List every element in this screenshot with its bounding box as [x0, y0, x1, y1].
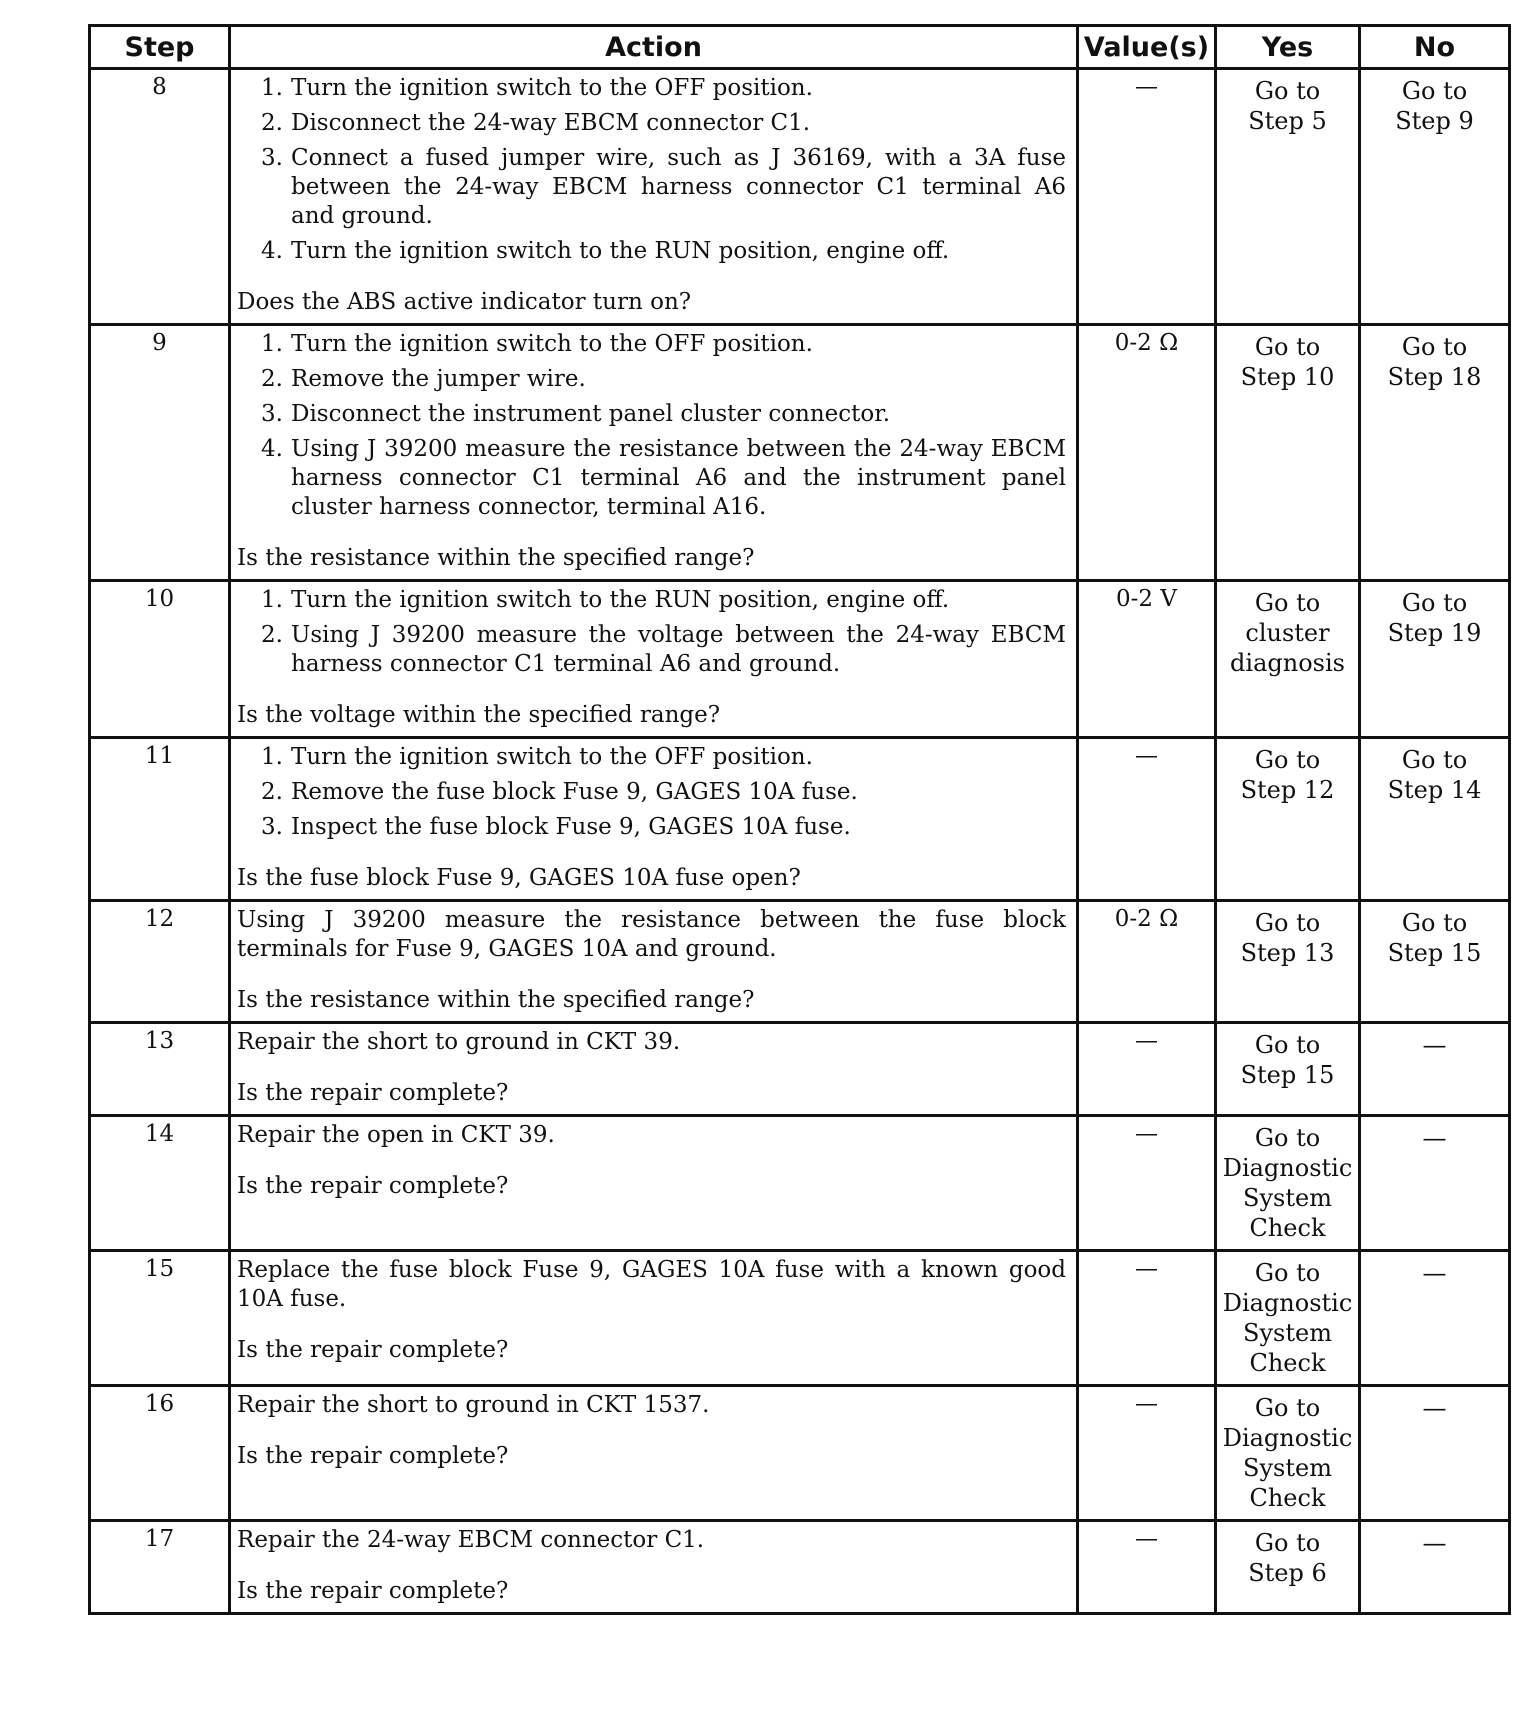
header-step: Step: [90, 26, 230, 69]
yes-cell: [1216, 325, 1360, 581]
yes-line: Go to: [1254, 589, 1321, 617]
action-step-text: Using J 39200 measure the voltage between the 24-way EBCM harness connector C1 terminal A6 and ground.: [291, 622, 1066, 677]
value-cell: —: [1078, 738, 1216, 901]
yes-line: Diagnostic: [1222, 1289, 1353, 1317]
no-cell: [1360, 69, 1510, 325]
yes-cell: [1216, 738, 1360, 901]
action-step-text: Turn the ignition switch to the OFF position.: [291, 331, 813, 357]
yes-cell: [1216, 901, 1360, 1023]
yes-line: Check: [1249, 1214, 1326, 1242]
value-cell: 0-2 Ω: [1078, 325, 1216, 581]
action-step-number: 1.: [261, 587, 283, 613]
yes-cell: [1216, 1521, 1360, 1614]
action-step-number: 4.: [261, 436, 283, 462]
value-cell: —: [1078, 69, 1216, 325]
action-cell: [230, 1386, 1078, 1521]
step-number: 16: [90, 1386, 230, 1521]
action-step-item: [261, 330, 1066, 359]
action-cell: [230, 1023, 1078, 1116]
no-line: Step 14: [1387, 776, 1482, 804]
action-step-number: 2.: [261, 779, 283, 805]
action-step-item: [261, 144, 1066, 231]
value-cell: —: [1078, 1116, 1216, 1251]
yes-line: cluster: [1245, 619, 1330, 647]
yes-cell: [1216, 1023, 1360, 1116]
action-text: Using J 39200 measure the resistance between the fuse block terminals for Fuse 9, GAGES 10A and ground.: [237, 907, 1066, 962]
table-row: [90, 1251, 1510, 1386]
action-step-number: 1.: [261, 75, 283, 101]
action-cell: [230, 581, 1078, 738]
action-step-text: Disconnect the 24-way EBCM connector C1.: [291, 110, 811, 136]
no-cell: [1360, 901, 1510, 1023]
no-cell: [1360, 325, 1510, 581]
action-cell: [230, 69, 1078, 325]
action-step-item: [261, 586, 1066, 615]
action-cell: [230, 1116, 1078, 1251]
action-cell: [230, 1521, 1078, 1614]
action-step-number: 1.: [261, 331, 283, 357]
table-body: [90, 69, 1510, 1614]
action-step-item: [261, 813, 1066, 842]
action-text: Replace the fuse block Fuse 9, GAGES 10A fuse with a known good 10A fuse.: [237, 1257, 1066, 1312]
action-step-text: Turn the ignition switch to the RUN position, engine off.: [291, 238, 950, 264]
no-line: Go to: [1401, 333, 1468, 361]
header-no: No: [1360, 26, 1510, 69]
step-number: 10: [90, 581, 230, 738]
no-cell: [1360, 1386, 1510, 1521]
action-step-item: [261, 435, 1066, 522]
action-step-list: [237, 743, 1066, 842]
no-cell: [1360, 1521, 1510, 1614]
no-line: —: [1422, 1394, 1447, 1422]
no-cell: [1360, 1023, 1510, 1116]
table-row: [90, 1023, 1510, 1116]
value-cell: —: [1078, 1023, 1216, 1116]
yes-line: Step 15: [1240, 1061, 1335, 1089]
yes-cell: [1216, 1116, 1360, 1251]
action-question: Does the ABS active indicator turn on?: [237, 289, 692, 315]
action-step-text: Turn the ignition switch to the RUN position, engine off.: [291, 587, 950, 613]
yes-line: Step 5: [1248, 107, 1327, 135]
action-step-number: 4.: [261, 238, 283, 264]
yes-line: Go to: [1254, 1529, 1321, 1557]
action-step-number: 3.: [261, 814, 283, 840]
yes-line: Go to: [1254, 333, 1321, 361]
value-cell: 0-2 V: [1078, 581, 1216, 738]
yes-line: Diagnostic: [1222, 1154, 1353, 1182]
yes-cell: [1216, 1386, 1360, 1521]
action-step-number: 2.: [261, 622, 283, 648]
header-row: [90, 26, 1510, 69]
yes-line: System: [1243, 1184, 1332, 1212]
action-step-list: [237, 586, 1066, 679]
no-line: —: [1422, 1124, 1447, 1152]
yes-line: Go to: [1254, 746, 1321, 774]
action-step-text: Using J 39200 measure the resistance between the 24-way EBCM harness connector C1 terminal A6 and the instrument panel cluster harness connector, terminal A16.: [291, 436, 1066, 520]
yes-line: Step 10: [1240, 363, 1335, 391]
no-line: Step 9: [1395, 107, 1474, 135]
no-line: Go to: [1401, 589, 1468, 617]
action-text: Repair the short to ground in CKT 1537.: [237, 1392, 710, 1418]
action-question: Is the repair complete?: [237, 1173, 509, 1199]
action-question: Is the resistance within the specified range?: [237, 987, 755, 1013]
action-step-item: [261, 743, 1066, 772]
no-line: —: [1422, 1259, 1447, 1287]
value-cell: 0-2 Ω: [1078, 901, 1216, 1023]
yes-line: Go to: [1254, 1394, 1321, 1422]
no-line: Step 15: [1387, 939, 1482, 967]
no-line: Step 18: [1387, 363, 1482, 391]
action-step-text: Turn the ignition switch to the OFF position.: [291, 75, 813, 101]
action-cell: [230, 1251, 1078, 1386]
action-step-text: Connect a fused jumper wire, such as J 36169, with a 3A fuse between the 24-way EBCM harness connector C1 terminal A6 and ground.: [291, 145, 1066, 229]
yes-line: Go to: [1254, 1259, 1321, 1287]
action-step-text: Turn the ignition switch to the OFF position.: [291, 744, 813, 770]
action-step-number: 3.: [261, 145, 283, 171]
action-step-number: 3.: [261, 401, 283, 427]
no-line: —: [1422, 1529, 1447, 1557]
action-question: Is the repair complete?: [237, 1578, 509, 1604]
header-values: Value(s): [1078, 26, 1216, 69]
action-step-item: [261, 400, 1066, 429]
yes-cell: [1216, 1251, 1360, 1386]
yes-line: Go to: [1254, 909, 1321, 937]
action-text: Repair the open in CKT 39.: [237, 1122, 555, 1148]
yes-line: Check: [1249, 1484, 1326, 1512]
step-number: 15: [90, 1251, 230, 1386]
table-row: [90, 581, 1510, 738]
step-number: 8: [90, 69, 230, 325]
action-text: Repair the short to ground in CKT 39.: [237, 1029, 681, 1055]
yes-cell: [1216, 69, 1360, 325]
no-line: Go to: [1401, 77, 1468, 105]
no-line: Step 19: [1387, 619, 1482, 647]
step-number: 9: [90, 325, 230, 581]
yes-line: Step 6: [1248, 1559, 1327, 1587]
yes-line: Go to: [1254, 1031, 1321, 1059]
no-line: Go to: [1401, 909, 1468, 937]
yes-line: Check: [1249, 1349, 1326, 1377]
step-number: 11: [90, 738, 230, 901]
action-step-text: Remove the jumper wire.: [291, 366, 586, 392]
table-row: [90, 1386, 1510, 1521]
header-action: Action: [230, 26, 1078, 69]
action-question: Is the repair complete?: [237, 1443, 509, 1469]
action-question: Is the voltage within the specified range?: [237, 702, 721, 728]
table-row: [90, 1521, 1510, 1614]
no-cell: [1360, 1251, 1510, 1386]
table-row: [90, 738, 1510, 901]
yes-line: Go to: [1254, 77, 1321, 105]
yes-line: System: [1243, 1319, 1332, 1347]
yes-line: Step 13: [1240, 939, 1335, 967]
action-step-list: [237, 330, 1066, 522]
action-step-item: [261, 109, 1066, 138]
action-text: Repair the 24-way EBCM connector C1.: [237, 1527, 705, 1553]
action-step-number: 2.: [261, 366, 283, 392]
action-question: Is the repair complete?: [237, 1337, 509, 1363]
no-cell: [1360, 581, 1510, 738]
action-step-text: Remove the fuse block Fuse 9, GAGES 10A fuse.: [291, 779, 858, 805]
value-cell: —: [1078, 1521, 1216, 1614]
action-cell: [230, 901, 1078, 1023]
diagnostic-page: [88, 24, 1508, 1615]
yes-line: Diagnostic: [1222, 1424, 1353, 1452]
table-row: [90, 901, 1510, 1023]
step-number: 14: [90, 1116, 230, 1251]
no-line: Go to: [1401, 746, 1468, 774]
action-step-number: 2.: [261, 110, 283, 136]
action-step-text: Inspect the fuse block Fuse 9, GAGES 10A fuse.: [291, 814, 851, 840]
action-question: Is the repair complete?: [237, 1080, 509, 1106]
table-row: [90, 69, 1510, 325]
action-step-list: [237, 74, 1066, 266]
action-question: Is the fuse block Fuse 9, GAGES 10A fuse open?: [237, 865, 801, 891]
value-cell: —: [1078, 1251, 1216, 1386]
diagnostic-table: [88, 24, 1511, 1615]
yes-cell: [1216, 581, 1360, 738]
action-step-item: [261, 778, 1066, 807]
yes-line: System: [1243, 1454, 1332, 1482]
no-line: —: [1422, 1031, 1447, 1059]
yes-line: Step 12: [1240, 776, 1335, 804]
action-step-item: [261, 365, 1066, 394]
header-yes: Yes: [1216, 26, 1360, 69]
step-number: 13: [90, 1023, 230, 1116]
no-cell: [1360, 738, 1510, 901]
action-cell: [230, 738, 1078, 901]
action-step-number: 1.: [261, 744, 283, 770]
action-step-item: [261, 237, 1066, 266]
action-question: Is the resistance within the specified range?: [237, 545, 755, 571]
value-cell: —: [1078, 1386, 1216, 1521]
action-step-item: [261, 621, 1066, 679]
no-cell: [1360, 1116, 1510, 1251]
yes-line: Go to: [1254, 1124, 1321, 1152]
action-step-item: [261, 74, 1066, 103]
action-cell: [230, 325, 1078, 581]
table-row: [90, 1116, 1510, 1251]
step-number: 17: [90, 1521, 230, 1614]
step-number: 12: [90, 901, 230, 1023]
table-row: [90, 325, 1510, 581]
action-step-text: Disconnect the instrument panel cluster connector.: [291, 401, 891, 427]
yes-line: diagnosis: [1230, 649, 1345, 677]
